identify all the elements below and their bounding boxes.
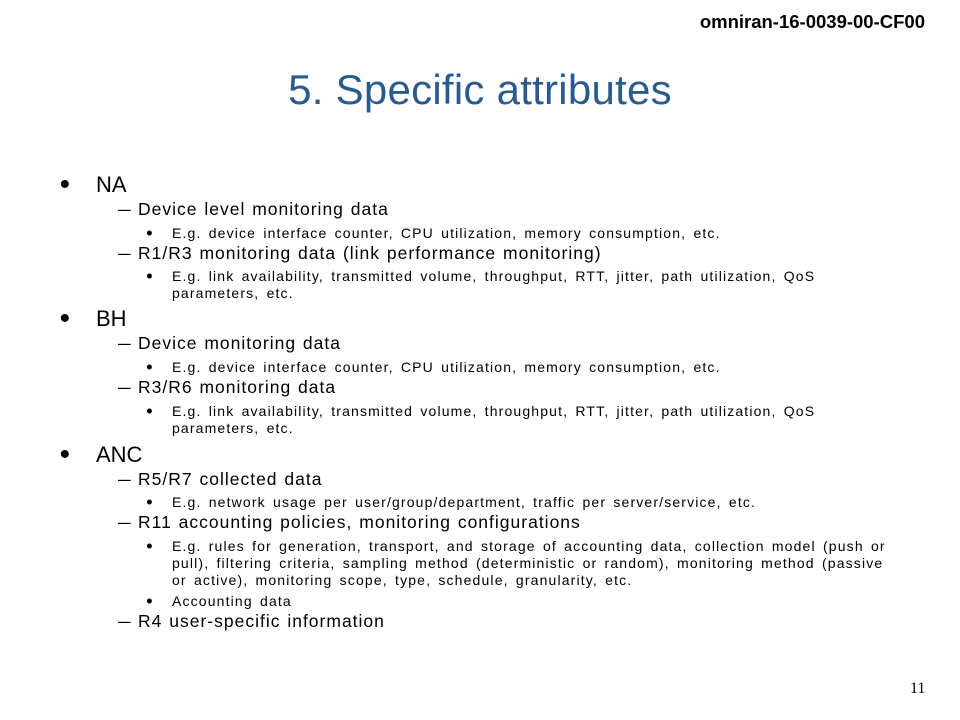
section-label: BH (96, 306, 127, 331)
sub-bullet-marker: • (146, 265, 153, 286)
sub-bullet-marker: • (146, 590, 153, 611)
slide-title: 5. Specific attributes (288, 66, 672, 113)
dash-marker: – (118, 333, 131, 353)
bullet-marker: • (59, 300, 71, 335)
sub-bullet-marker: • (146, 222, 153, 243)
detail-text: E.g. link availability, transmitted volume, throughput, RTT, jitter, path utilization, QoS parameters, etc. (172, 403, 816, 436)
bullet-marker: • (59, 166, 71, 201)
dash-marker: – (118, 243, 131, 263)
section-label: NA (96, 172, 127, 197)
section-label: ANC (96, 442, 143, 467)
detail-text: E.g. device interface counter, CPU utilization, memory consumption, etc. (172, 359, 721, 375)
dash-marker: – (118, 512, 131, 532)
bullet-marker: • (59, 436, 71, 471)
sub-bullet-marker: • (146, 535, 153, 556)
sub-bullet-marker: • (146, 400, 153, 421)
item-label: R3/R6 monitoring data (138, 377, 337, 397)
detail-text: E.g. rules for generation, transport, and storage of accounting data, collection model (push or pull), filtering criteria, sampling method (deterministic or random), monitoring method (passive or active), monitoring scope, type, schedule, granularity, etc. (172, 538, 886, 588)
dash-marker: – (118, 611, 131, 631)
detail-text: E.g. link availability, transmitted volume, throughput, RTT, jitter, path utilization, QoS parameters, etc. (172, 268, 816, 301)
document-id-header: omniran-16-0039-00-CF00 (699, 11, 925, 32)
item-label: Device level monitoring data (138, 199, 389, 219)
item-label: R11 accounting policies, monitoring configurations (138, 512, 581, 532)
dash-marker: – (118, 469, 131, 489)
detail-text: E.g. network usage per user/group/department, traffic per server/service, etc. (172, 494, 757, 510)
dash-marker: – (118, 377, 131, 397)
item-label: R5/R7 collected data (138, 469, 323, 489)
item-label: Device monitoring data (138, 333, 341, 353)
page-number: 11 (910, 680, 926, 697)
dash-marker: – (118, 199, 131, 219)
sub-bullet-marker: • (146, 356, 153, 377)
detail-text: Accounting data (172, 593, 292, 609)
sub-bullet-marker: • (146, 491, 153, 512)
item-label: R1/R3 monitoring data (link performance monitoring) (138, 243, 602, 263)
item-label: R4 user-specific information (138, 611, 385, 631)
detail-text: E.g. device interface counter, CPU utilization, memory consumption, etc. (172, 225, 721, 241)
